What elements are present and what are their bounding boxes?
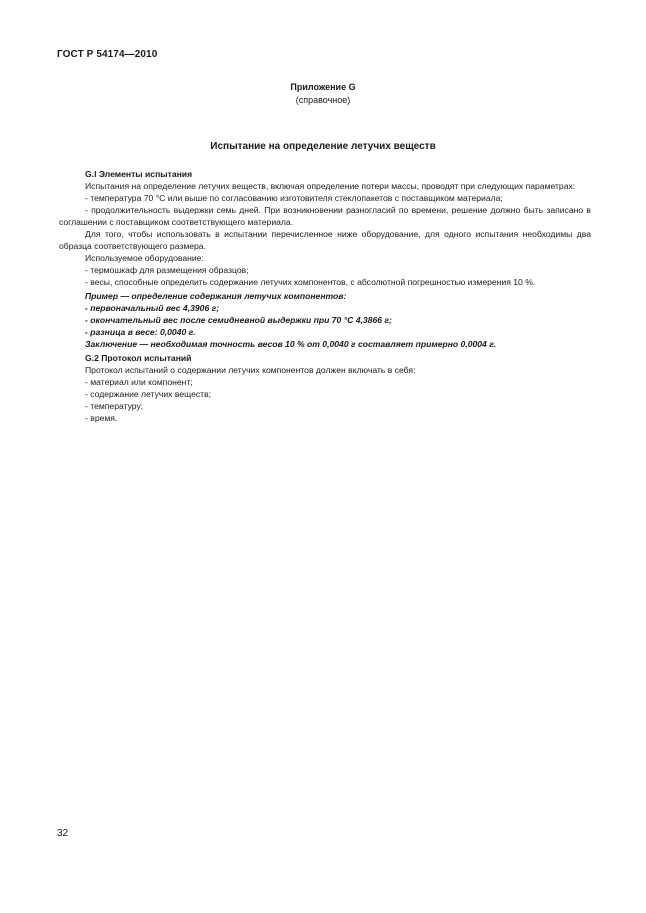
example-line: - окончательный вес после семидневной выдержки при 70 °С 4,3866 г; bbox=[85, 315, 392, 325]
g1-item-temperature: - температура 70 °С или выше по согласованию изготовителя стеклопакетов с поставщиком материала; bbox=[85, 193, 503, 203]
g2-paragraph-1: Протокол испытаний о содержании летучих компонентов должен включать в себя: bbox=[85, 365, 416, 375]
example-title: Пример — определение содержания летучих компонентов: bbox=[85, 291, 347, 301]
example-line: - разница в весе: 0,0040 г. bbox=[85, 327, 196, 337]
g2-list-item: - температуру; bbox=[85, 401, 144, 411]
g1-paragraph-1: Испытания на определение летучих веществ, включая определение потери массы, проводят при следующих параметрах: bbox=[85, 181, 576, 191]
standard-header: ГОСТ Р 54174—2010 bbox=[57, 49, 158, 60]
annex-heading bbox=[0, 81, 646, 107]
annex-subtitle: (справочное) bbox=[295, 95, 351, 105]
g2-list-item: - материал или компонент; bbox=[85, 377, 193, 387]
document-body bbox=[59, 168, 591, 424]
equipment-item: - весы, способные определить содержание летучих компонентов, с абсолютной погрешностью измерения 10 %. bbox=[85, 277, 536, 287]
example-conclusion: Заключение — необходимая точность весов 10 % от 0,0040 г составляет примерно 0,0004 г. bbox=[85, 339, 497, 349]
equipment-item: - термошкаф для размещения образцов; bbox=[85, 265, 249, 275]
equipment-label: Используемое оборудование: bbox=[85, 253, 204, 263]
example-line: - первоначальный вес 4,3906 г; bbox=[85, 303, 220, 313]
g2-list-item: - содержание летучих веществ; bbox=[85, 389, 212, 399]
g1-item-duration: - продолжительность выдержки семь дней. При возникновении разногласий по времени, решение должно быть записано в соглашении с поставщиком соответствующего материала. bbox=[59, 205, 591, 227]
annex-title: Приложение G bbox=[290, 82, 356, 92]
g1-heading: G.l Элементы испытания bbox=[85, 169, 193, 179]
g1-paragraph-2: Для того, чтобы использовать в испытании перечисленное ниже оборудование, для одного испытания необходимы два образца соответствующего размера. bbox=[59, 229, 591, 251]
g2-heading: G.2 Протокол испытаний bbox=[85, 353, 192, 363]
section-title: Испытание на определение летучих веществ bbox=[210, 141, 436, 152]
page-number: 32 bbox=[57, 828, 69, 839]
g2-list-item: - время. bbox=[85, 413, 118, 423]
